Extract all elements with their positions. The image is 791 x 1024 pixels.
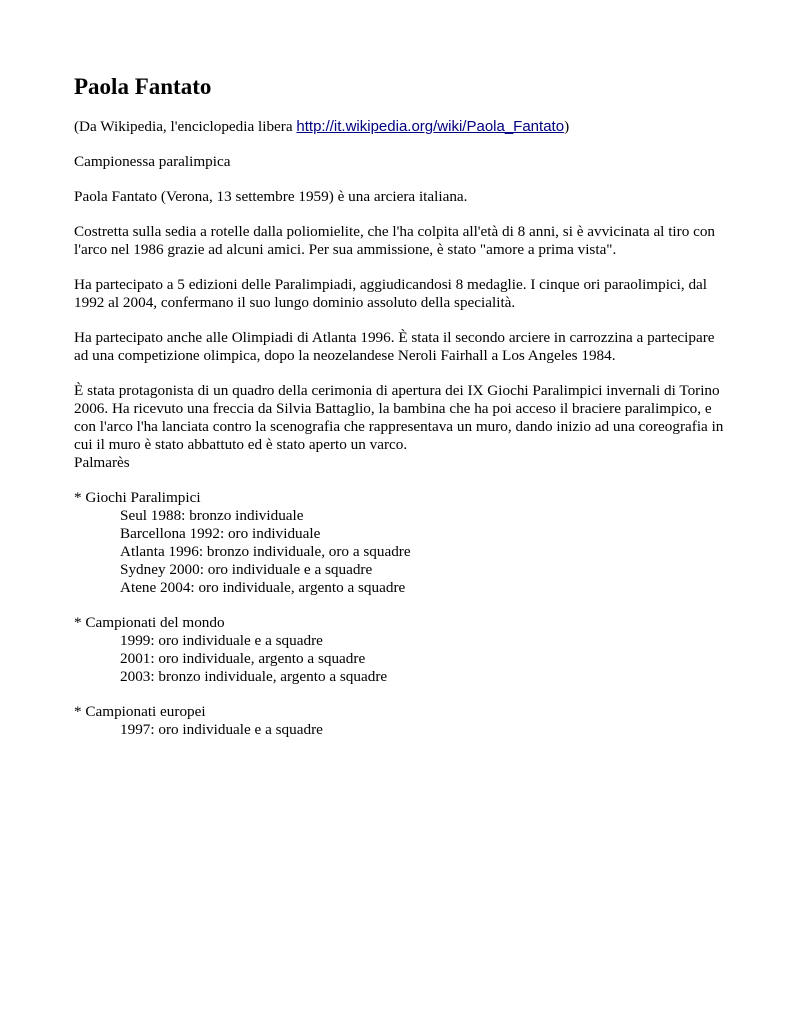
medal-list: [74, 721, 724, 739]
paragraph-background: Costretta sulla sedia a rotelle dalla poliomielite, che l'ha colpita all'età di 8 anni, si è avvicinata al tiro con l'arco nel 1986 grazie ad alcuni amici. Per sua ammissione, è stato "amore a prima vista".: [74, 223, 716, 258]
palmares-section-european-championships: [74, 703, 724, 739]
medal-item: Sydney 2000: oro individuale e a squadre: [120, 561, 373, 578]
medal-item: 1999: oro individuale e a squadre: [120, 632, 323, 649]
page-title: Paola Fantato: [74, 74, 212, 99]
section-heading: * Giochi Paralimpici: [74, 489, 201, 506]
medal-item: 2001: oro individuale, argento a squadre: [120, 650, 366, 667]
medal-list: [74, 632, 724, 686]
wikipedia-link[interactable]: http://it.wikipedia.org/wiki/Paola_Fantato: [296, 118, 565, 135]
section-heading: * Campionati europei: [74, 703, 206, 720]
document-page: [74, 72, 724, 756]
medal-item: 2003: bronzo individuale, argento a squadre: [120, 668, 388, 685]
source-suffix: ): [564, 118, 570, 135]
paragraph-intro: Paola Fantato (Verona, 13 settembre 1959) è una arciera italiana.: [74, 188, 468, 205]
palmares-section-paralympics: [74, 489, 724, 597]
medal-list: [74, 507, 724, 597]
medal-item: 1997: oro individuale e a squadre: [120, 721, 323, 738]
medal-item: Atlanta 1996: bronzo individuale, oro a squadre: [120, 543, 411, 560]
medal-item: Atene 2004: oro individuale, argento a squadre: [120, 579, 406, 596]
section-heading: * Campionati del mondo: [74, 614, 225, 631]
paragraph-paralympics: Ha partecipato a 5 edizioni delle Paralimpiadi, aggiudicandosi 8 medaglie. I cinque ori paraolimpici, dal 1992 al 2004, confermano il suo lungo dominio assoluto della specialità.: [74, 276, 708, 311]
subtitle: Campionessa paralimpica: [74, 153, 231, 170]
medal-item: Barcellona 1992: oro individuale: [120, 525, 321, 542]
source-line: [74, 118, 724, 136]
palmares-section-world-championships: [74, 614, 724, 686]
paragraph-olympics: Ha partecipato anche alle Olimpiadi di Atlanta 1996. È stata il secondo arciere in carrozzina a partecipare ad una competizione olimpica, dopo la neozelandese Neroli Fairhall a Los Angeles 1984.: [74, 329, 715, 364]
source-prefix: (Da Wikipedia, l'enciclopedia libera: [74, 118, 297, 135]
palmares-heading: Palmarès: [74, 454, 130, 471]
medal-item: Seul 1988: bronzo individuale: [120, 507, 304, 524]
paragraph-turin-2006: È stata protagonista di un quadro della cerimonia di apertura dei IX Giochi Paralimpici invernali di Torino 2006. Ha ricevuto una freccia da Silvia Battaglio, la bambina che ha poi acceso il braciere paralimpico, e con l'arco l'ha lanciata contro la scenografia che rappresentava un muro, dando inizio ad una coreografia in cui il muro è stato abbattuto ed è stato aperto un varco.: [74, 382, 724, 453]
